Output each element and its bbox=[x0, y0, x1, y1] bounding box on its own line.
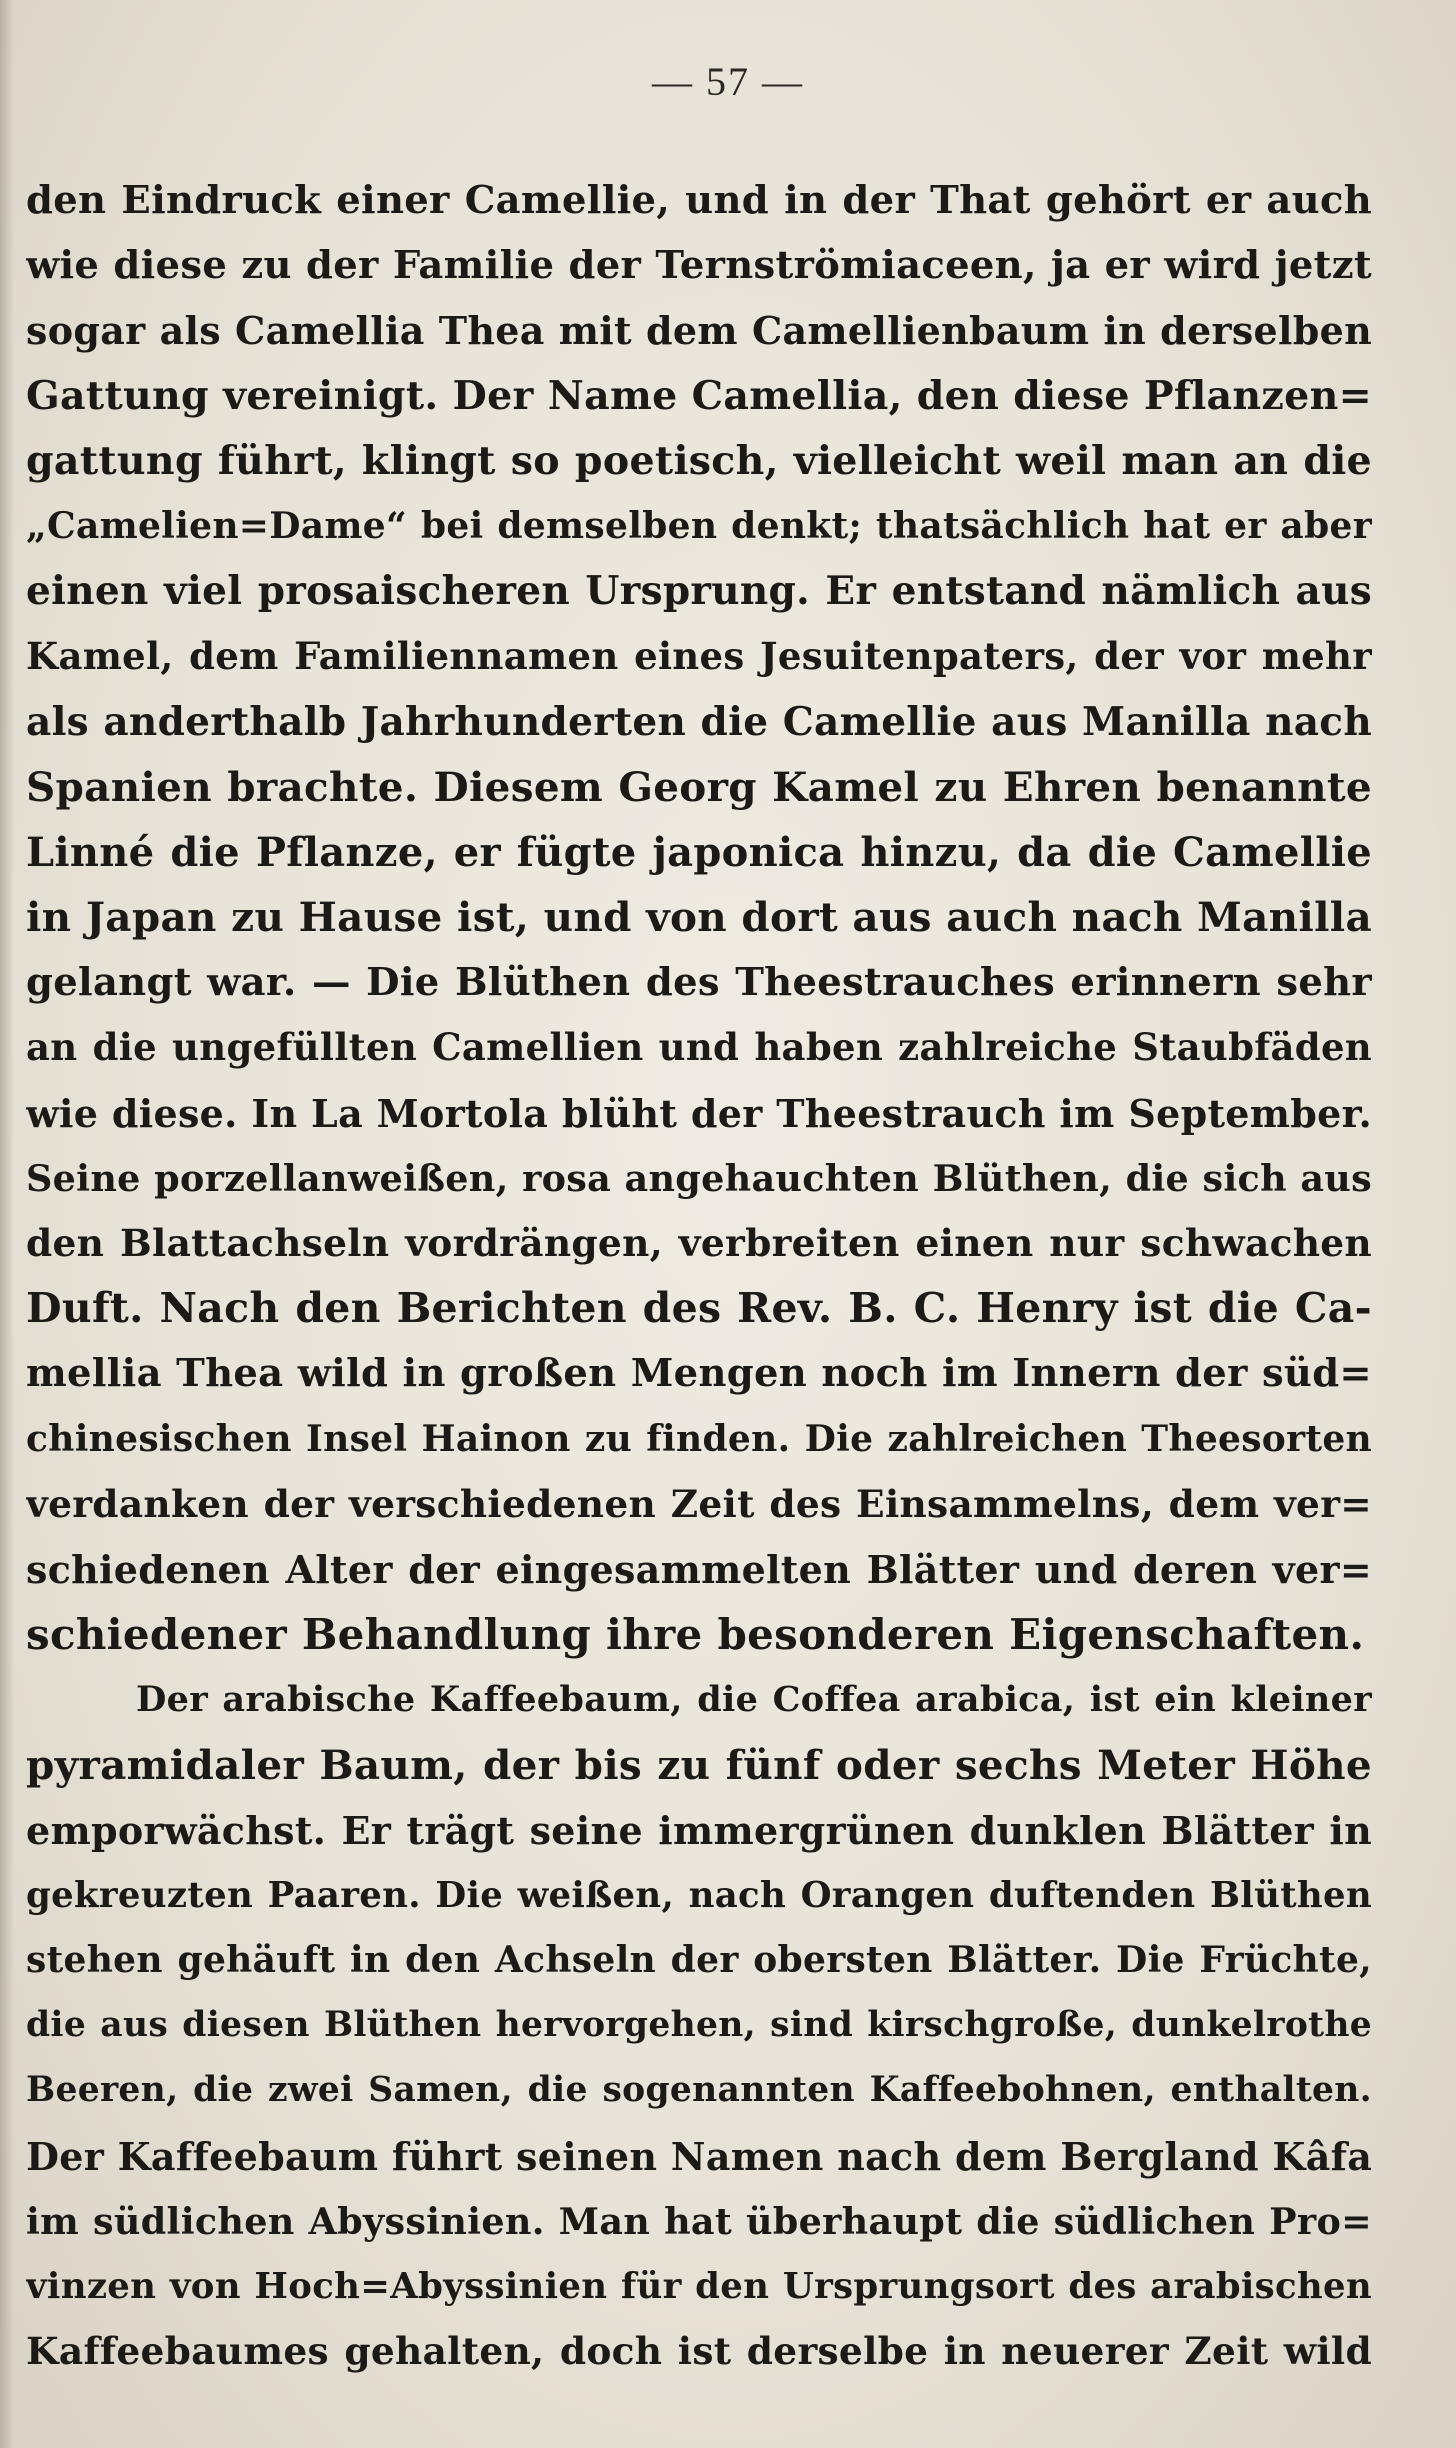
body-text bbox=[26, 168, 1372, 2384]
text-line: sogar als Camellia Thea mit dem Camellienbaum in derselben bbox=[26, 308, 1372, 354]
text-line: „Camelien=Dame“ bei demselben denkt; thatsächlich hat er aber bbox=[26, 504, 1372, 547]
text-line: verdanken der verschiedenen Zeit des Einsammelns, dem ver= bbox=[26, 1481, 1372, 1526]
text-line: wie diese. In La Mortola blüht der Theestrauch im September. bbox=[26, 1090, 1372, 1136]
text-line: chinesischen Insel Hainon zu finden. Die zahlreichen Theesorten bbox=[26, 1417, 1372, 1460]
paragraph-end-line: schiedener Behandlung ihre besonderen Eigenschaften. bbox=[26, 1610, 1365, 1660]
text-line: im südlichen Abyssinien. Man hat überhaupt die südlichen Pro= bbox=[26, 2199, 1372, 2243]
text-line: an die ungefüllten Camellien und haben zahlreiche Staubfäden bbox=[26, 1025, 1372, 1070]
text-line: einen viel prosaischeren Ursprung. Er entstand nämlich aus bbox=[26, 568, 1372, 615]
text-line: in Japan zu Hause ist, und von dort aus auch nach Manilla bbox=[26, 893, 1372, 942]
text-line: Seine porzellanweißen, rosa angehauchten Blüthen, die sich aus bbox=[26, 1156, 1372, 1200]
text-line: schiedenen Alter der eingesammelten Blätter und deren ver= bbox=[26, 1546, 1372, 1592]
text-line: die aus diesen Blüthen hervorgehen, sind kirschgroße, dunkelrothe bbox=[26, 2005, 1372, 2046]
text-line: Der Kaffeebaum führt seinen Namen nach dem Bergland Kâfa bbox=[26, 2133, 1372, 2179]
text-line: Linné die Pflanze, er fügte japonica hinzu, da die Camellie bbox=[26, 828, 1372, 876]
text-line: gattung führt, klingt so poetisch, vielleicht weil man an die bbox=[26, 437, 1372, 484]
page-number: — 57 — bbox=[652, 59, 804, 104]
text-line: emporwächst. Er trägt seine immergrünen dunklen Blätter in bbox=[26, 1807, 1372, 1853]
text-line: vinzen von Hoch=Abyssinien für den Ursprungsort des arabischen bbox=[26, 2266, 1372, 2307]
text-line: mellia Thea wild in großen Mengen noch im Innern der süd= bbox=[26, 1351, 1372, 1397]
text-line: Spanien brachte. Diesem Georg Kamel zu Ehren benannte bbox=[26, 762, 1372, 811]
text-line: als anderthalb Jahrhunderten die Camellie aus Manilla nach bbox=[26, 698, 1372, 745]
text-line: den Blattachseln vordrängen, verbreiten einen nur schwachen bbox=[26, 1221, 1372, 1265]
text-line: den Eindruck einer Camellie, und in der That gehört er auch bbox=[26, 178, 1372, 223]
page-edge-shadow bbox=[0, 0, 14, 2448]
text-line: Kaffeebaumes gehalten, doch ist derselbe in neuerer Zeit wild bbox=[26, 2329, 1372, 2374]
text-line: Duft. Nach den Berichten des Rev. B. C. Henry ist die Ca- bbox=[26, 1284, 1372, 1333]
text-line: wie diese zu der Familie der Ternströmiaceen, ja er wird jetzt bbox=[26, 243, 1372, 289]
text-line: stehen gehäuft in den Achseln der obersten Blätter. Die Früchte, bbox=[26, 1939, 1372, 1982]
text-line: gekreuzten Paaren. Die weißen, nach Orangen duftenden Blüthen bbox=[26, 1874, 1372, 1916]
text-line: gelangt war. — Die Blüthen des Theestrauches erinnern sehr bbox=[26, 960, 1372, 1006]
text-line: Kamel, dem Familiennamen eines Jesuitenpaters, der vor mehr bbox=[26, 634, 1372, 679]
paragraph-start-line: Der arabische Kaffeebaum, die Coffea arabica, ist ein kleiner bbox=[136, 1679, 1372, 1721]
text-line: Gattung vereinigt. Der Name Camellia, den diese Pflanzen= bbox=[26, 372, 1372, 419]
text-line: Beeren, die zwei Samen, die sogenannten Kaffeebohnen, enthalten. bbox=[26, 2070, 1372, 2111]
text-line: pyramidaler Baum, der bis zu fünf oder sechs Meter Höhe bbox=[26, 1740, 1372, 1789]
